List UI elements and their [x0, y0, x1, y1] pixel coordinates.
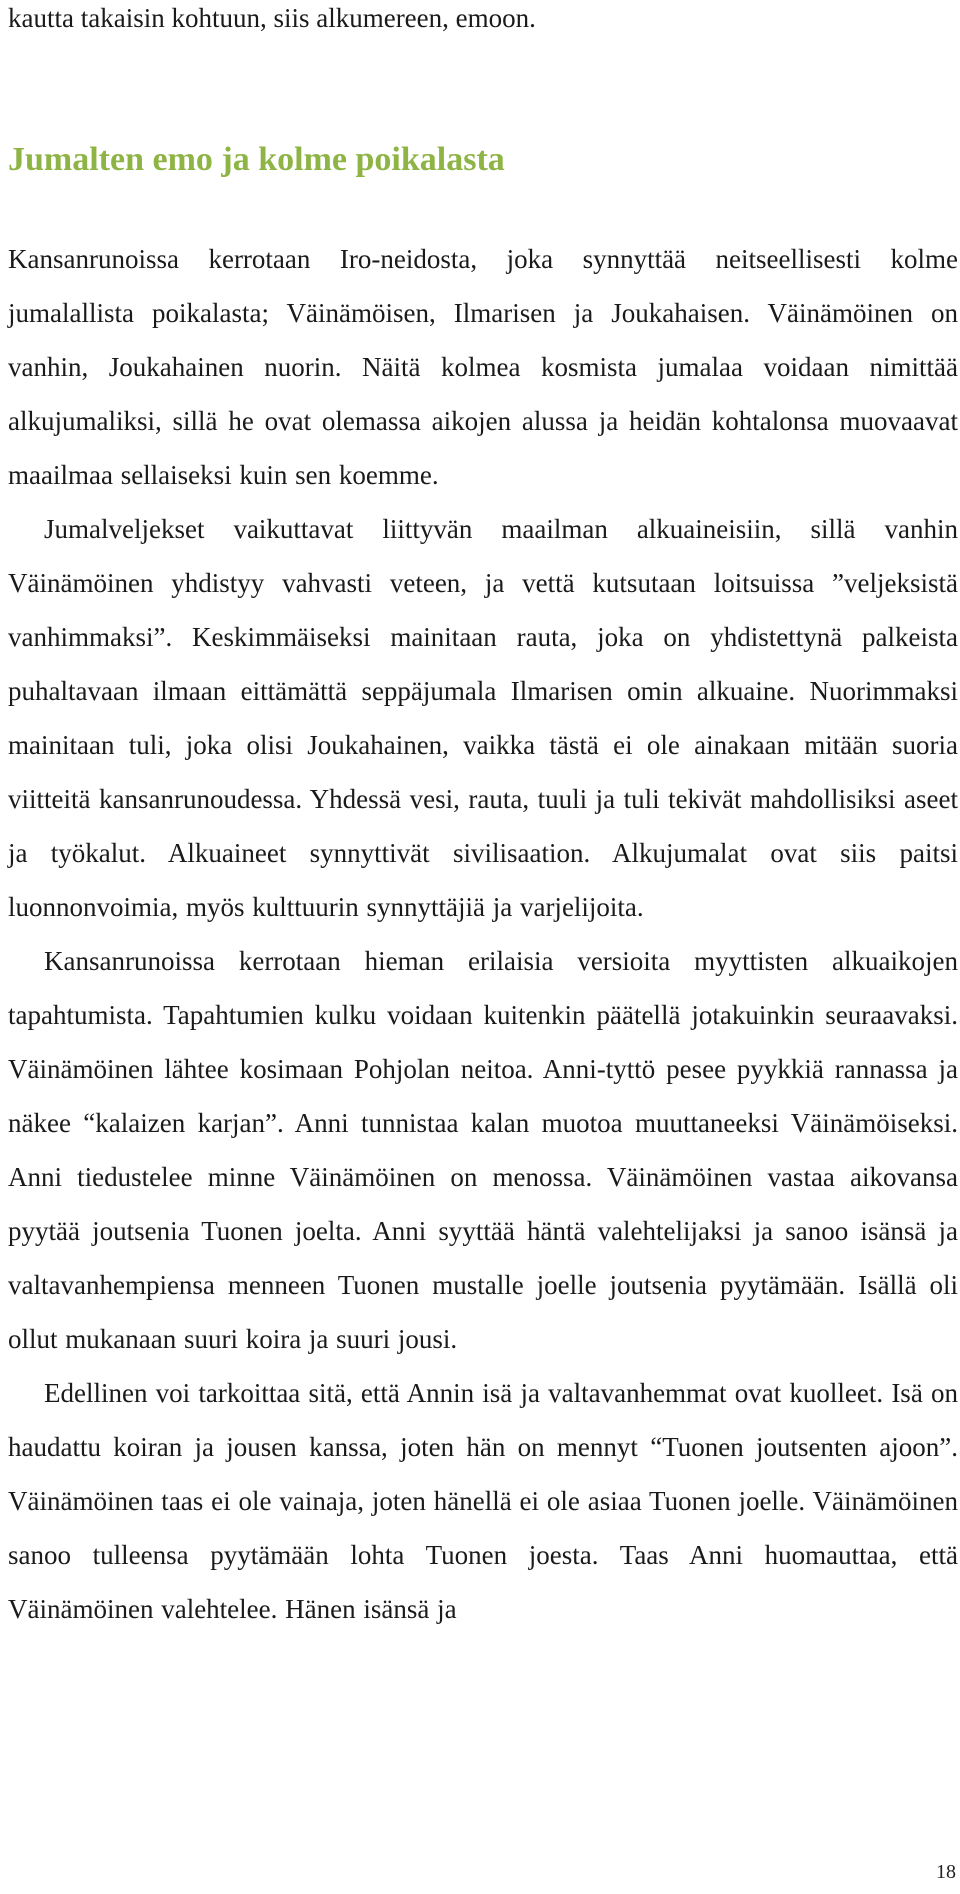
body-text: [8, 232, 958, 1636]
section-heading: Jumalten emo ja kolme poikalasta: [8, 141, 505, 178]
carry-over-line: kautta takaisin kohtuun, siis alkumereen, emoon.: [8, 3, 536, 33]
paragraph-2: Jumalveljekset vaikuttavat liittyvän maailman alkuaineisiin, sillä vanhin Väinämöinen yhdistyy vahvasti veteen, ja vettä kutsutaan loitsuissa ”veljeksistä vanhimmaksi”. Keskimmäiseksi mainitaan rauta, joka on yhdistettynä palkeista puhaltavaan ilmaan eittämättä seppäjumala Ilmarisen omin alkuaine. Nuorimmaksi mainitaan tuli, joka olisi Joukahainen, vaikka tästä ei ole ainakaan mitään suoria viitteitä kansanrunoudessa. Yhdessä vesi, rauta, tuuli ja tuli tekivät mahdollisiksi aseet ja työkalut. Alkuaineet synnyttivät sivilisaation. Alkujumalat ovat siis paitsi luonnonvoimia, myös kulttuurin synnyttäjiä ja varjelijoita.: [8, 514, 958, 922]
paragraph-1: Kansanrunoissa kerrotaan Iro-neidosta, joka synnyttää neitseellisesti kolme jumalallista poikalasta; Väinämöisen, Ilmarisen ja Joukahaisen. Väinämöinen on vanhin, Joukahainen nuorin. Näitä kolmea kosmista jumalaa voidaan nimittää alkujumaliksi, sillä he ovat olemassa aikojen alussa ja heidän kohtalonsa muovaavat maailmaa sellaiseksi kuin sen koemme.: [8, 244, 958, 490]
paragraph-3: Kansanrunoissa kerrotaan hieman erilaisia versioita myyttisten alkuaikojen tapahtumista. Tapahtumien kulku voidaan kuitenkin päätellä jotakuinkin seuraavaksi. Väinämöinen lähtee kosimaan Pohjolan neitoa. Anni-tyttö pesee pyykkiä rannassa ja näkee “kalaizen karjan”. Anni tunnistaa kalan muotoa muuttaneeksi Väinämöiseksi. Anni tiedustelee minne Väinämöinen on menossa. Väinämöinen vastaa aikovansa pyytää joutsenia Tuonen joelta. Anni syyttää häntä valehtelijaksi ja sanoo isänsä ja valtavanhempiensa menneen Tuonen mustalle joelle joutsenia pyytämään. Isällä oli ollut mukanaan suuri koira ja suuri jousi.: [8, 946, 958, 1354]
page-number: 18: [936, 1861, 956, 1883]
paragraph-4: Edellinen voi tarkoittaa sitä, että Annin isä ja valtavanhemmat ovat kuolleet. Isä on haudattu koiran ja jousen kanssa, joten hän on mennyt “Tuonen joutsenten ajoon”. Väinämöinen taas ei ole vainaja, joten hänellä ei ole asiaa Tuonen joelle. Väinämöinen sanoo tulleensa pyytämään lohta Tuonen joesta. Taas Anni huomauttaa, että Väinämöinen valehtelee. Hänen isänsä ja: [8, 1378, 958, 1624]
